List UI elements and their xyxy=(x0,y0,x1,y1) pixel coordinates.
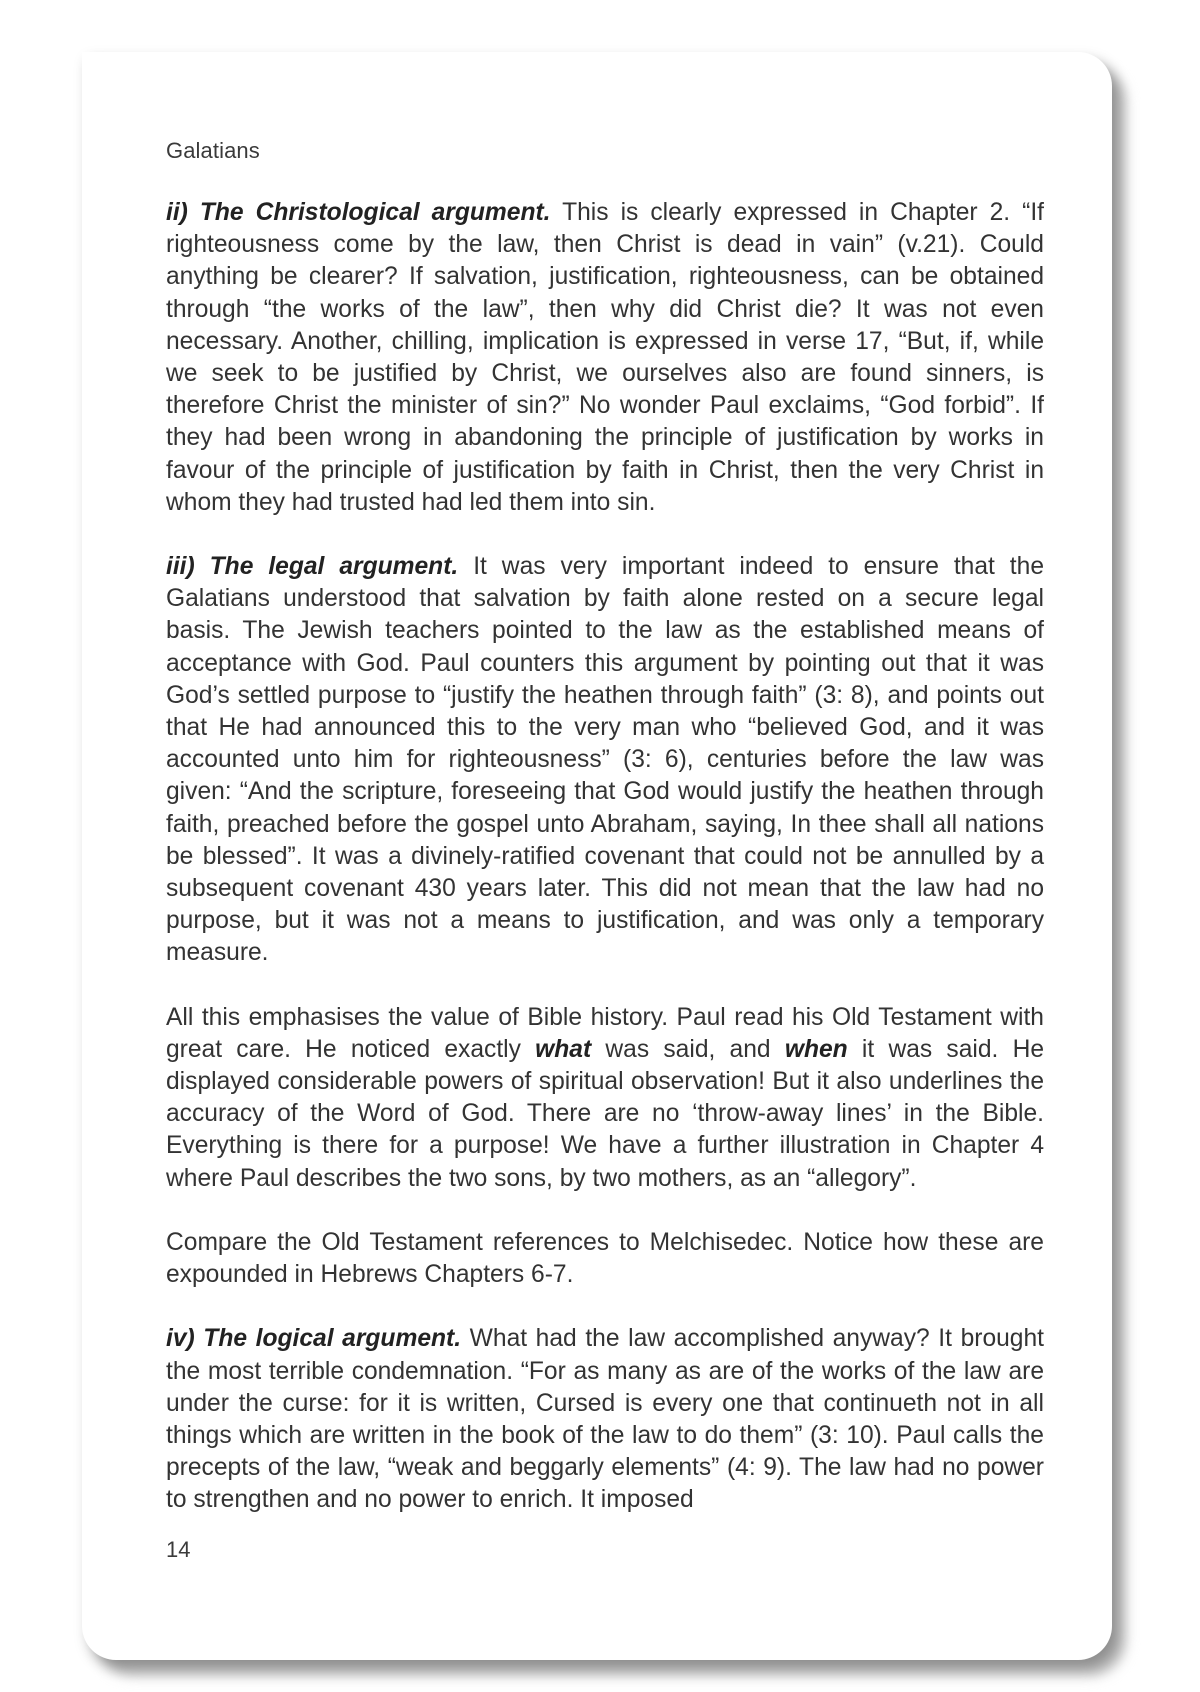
emphasis-what: what xyxy=(535,1035,592,1063)
paragraph-text: This is clearly expressed in Chapter 2. “If righteousness come by the law, then Christ is dead in vain” (v.21). Could anything be clearer? If salvation, justification, righteousness, can be obtained through “the works of the law”, then why did Christ die? It was not even necessary. Another, chilling, implication is expressed in verse 17, “But, if, while we seek to be justified by Christ, we ourselves also are found sinners, is therefore Christ the minister of sin?” No wonder Paul exclaims, “God forbid”. If they had been wrong in abandoning the principle of justification by works in favour of the principle of justification by faith in Christ, then the very Christ in whom they had trusted had led them into sin. xyxy=(166,199,1044,516)
paragraph-bible-history xyxy=(166,1002,1044,1195)
section-heading-iii: iii) The legal argument. xyxy=(166,553,459,581)
paragraph-text: Compare the Old Testament references to Melchisedec. Notice how these are expounded in Hebrews Chapters 6-7. xyxy=(166,1228,1044,1289)
paragraph-text: What had the law accomplished anyway? It brought the most terrible condemnation. “For as many as are of the works of the law are under the curse: for it is written, Cursed is every one that continueth not in all things which are written in the book of the law to do them” (3: 10). Paul calls the precepts of the law, “weak and beggarly elements” (4: 9). The law had no power to strengthen and no power to enrich. It imposed xyxy=(166,1325,1044,1514)
paragraph-christological-argument xyxy=(166,197,1044,519)
paragraph-text: All this emphasises the value of Bible history. Paul read his Old Testament with great care. He noticed exactly xyxy=(166,1003,1044,1063)
section-heading-iv: iv) The logical argument. xyxy=(166,1325,462,1353)
paragraph-legal-argument xyxy=(166,551,1044,970)
page-body xyxy=(166,197,1044,1517)
paragraph-melchisedec xyxy=(166,1227,1044,1291)
paragraph-logical-argument xyxy=(166,1323,1044,1516)
paragraph-text: was said, and xyxy=(605,1035,771,1063)
running-header: Galatians xyxy=(166,138,260,163)
emphasis-when: when xyxy=(784,1035,848,1063)
book-page xyxy=(82,52,1112,1660)
paragraph-text: It was very important indeed to ensure that the Galatians understood that salvation by faith alone rested on a secure legal basis. The Jewish teachers pointed to the law as the established means of acceptance with God. Paul counters this argument by pointing out that it was God’s settled purpose to “justify the heathen through faith” (3: 8), and points out that He had announced this to the very man who “believed God, and it was accounted unto him for righteousness” (3: 6), centuries before the law was given: “And the scripture, foreseeing that God would justify the heathen through faith, preached before the gospel unto Abraham, saying, In thee shall all nations be blessed”. It was a divinely-ratified covenant that could not be annulled by a subsequent covenant 430 years later. This did not mean that the law had no purpose, but it was not a means to justification, and was only a temporary measure. xyxy=(166,553,1044,967)
page-number: 14 xyxy=(166,1537,191,1562)
section-heading-ii: ii) The Christological argument. xyxy=(166,199,551,226)
paragraph-text: it was said. He displayed considerable powers of spiritual observation! But it also underlines the accuracy of the Word of God. There are no ‘throw-away lines’ in the Bible. Everything is there for a purpose! We have a further illustration in Chapter 4 where Paul describes the two sons, by two mothers, as an “allegory”. xyxy=(166,1035,1045,1192)
